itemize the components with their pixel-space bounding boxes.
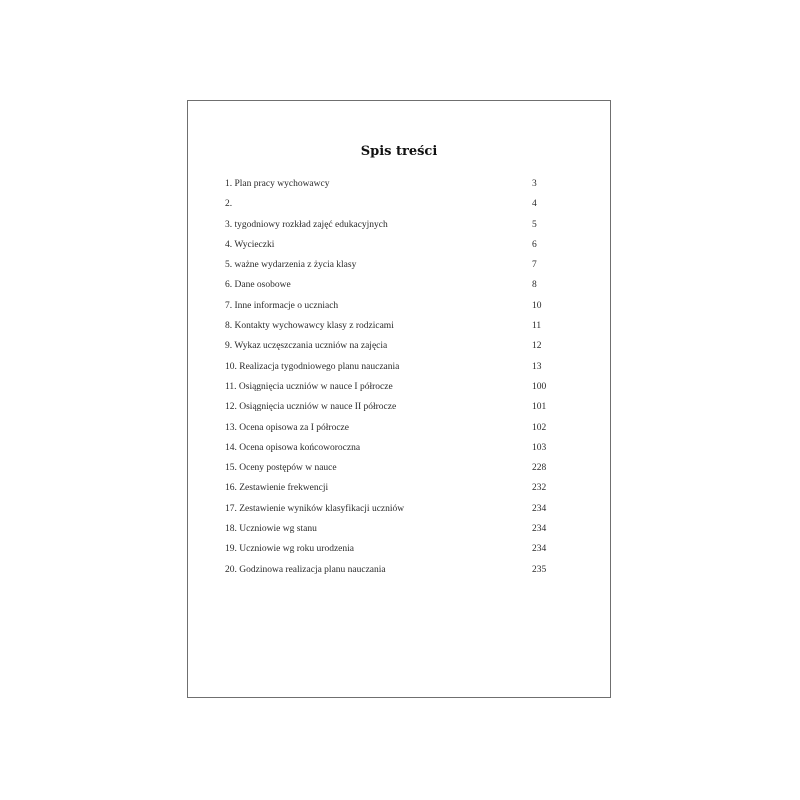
toc-entry-page-number: 232	[532, 483, 547, 494]
toc-entry-page-number: 12	[532, 341, 542, 352]
toc-entry-label: 3. tygodniowy rozkład zajęć edukacyjnych	[225, 219, 388, 230]
toc-entry	[225, 481, 555, 501]
toc-entry-label: 13. Ocena opisowa za I półrocze	[225, 422, 349, 433]
toc-entry-label: 6. Dane osobowe	[225, 280, 291, 291]
toc-entry-page-number: 4	[532, 199, 537, 210]
toc-entry-label: 7. Inne informacje o uczniach	[225, 300, 339, 311]
toc-entry-page-number: 228	[532, 463, 547, 474]
toc-entry	[225, 441, 555, 461]
toc-entry	[225, 177, 555, 197]
toc-entry-page-number: 103	[532, 442, 547, 453]
toc-entry	[225, 319, 555, 339]
toc-entry-label: 12. Osiągnięcia uczniów w nauce II półrocze	[225, 402, 397, 413]
toc-entry	[225, 238, 555, 258]
toc-entry-label: 16. Zestawienie frekwencji	[225, 483, 329, 494]
toc-entry	[225, 380, 555, 400]
toc-entry-label: 10. Realizacja tygodniowego planu nauczania	[225, 361, 400, 372]
toc-entry-label: 9. Wykaz uczęszczania uczniów na zajęcia	[225, 341, 388, 352]
toc-entry	[225, 502, 555, 522]
toc-entry	[225, 400, 555, 420]
toc-entry	[225, 360, 555, 380]
toc-entry-page-number: 6	[532, 239, 537, 250]
toc-entry-page-number: 100	[532, 381, 547, 392]
toc-entry-page-number: 5	[532, 219, 537, 230]
toc-entry	[225, 197, 555, 217]
toc-entry-page-number: 234	[532, 503, 547, 514]
toc-entry-label: 4. Wycieczki	[225, 239, 275, 250]
toc-entry-label: 15. Oceny postępów w nauce	[225, 463, 337, 474]
toc-entry	[225, 299, 555, 319]
toc-entry-page-number: 3	[532, 179, 537, 189]
toc-entry-page-number: 102	[532, 422, 547, 433]
toc-entry	[225, 339, 555, 359]
toc-entry-page-number: 10	[532, 300, 542, 311]
toc-entry-label: 2.	[225, 199, 233, 210]
toc-entry-label: 5. ważne wydarzenia z życia klasy	[225, 260, 357, 271]
toc-entry-page-number: 235	[532, 564, 547, 575]
toc-entry	[225, 563, 555, 583]
toc-entry-page-number: 7	[532, 260, 537, 271]
toc-entry	[225, 421, 555, 441]
toc-entry-page-number: 8	[532, 280, 537, 291]
toc-entry-label: 14. Ocena opisowa końcoworoczna	[225, 442, 361, 453]
toc-entry-page-number: 234	[532, 544, 547, 555]
toc-entry-label: 1. Plan pracy wychowawcy	[225, 179, 330, 189]
table-of-contents	[225, 177, 555, 583]
toc-entry-page-number: 13	[532, 361, 542, 372]
toc-entry-label: 18. Uczniowie wg stanu	[225, 524, 317, 535]
toc-entry-page-number: 101	[532, 402, 547, 413]
toc-entry-label: 20. Godzinowa realizacja planu nauczania	[225, 564, 386, 575]
toc-entry	[225, 278, 555, 298]
toc-entry	[225, 258, 555, 278]
toc-entry	[225, 522, 555, 542]
toc-entry-label: 8. Kontakty wychowawcy klasy z rodzicami	[225, 321, 394, 332]
toc-entry-label: 17. Zestawienie wyników klasyfikacji uczniów	[225, 503, 405, 514]
page-title: Spis treści	[360, 144, 438, 159]
toc-entry-page-number: 11	[532, 321, 542, 332]
toc-entry	[225, 218, 555, 238]
toc-entry-page-number: 234	[532, 524, 547, 535]
toc-entry-label: 19. Uczniowie wg roku urodzenia	[225, 544, 355, 555]
toc-entry	[225, 542, 555, 562]
toc-entry	[225, 461, 555, 481]
toc-entry-label: 11. Osiągnięcia uczniów w nauce I półrocze	[225, 381, 393, 392]
document-page	[187, 100, 611, 698]
